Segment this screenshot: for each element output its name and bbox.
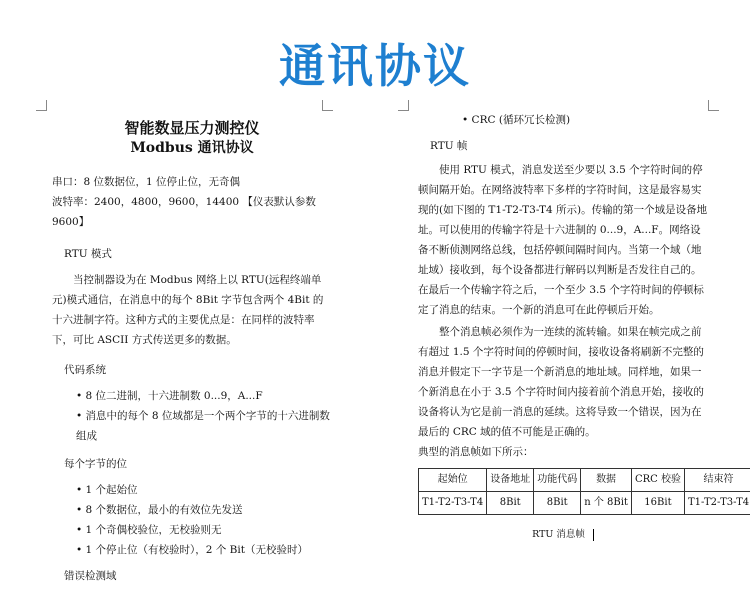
text-cursor bbox=[593, 529, 594, 541]
crc-item: • CRC (循环冗长检测) bbox=[418, 110, 708, 130]
document-subtitle: Modbus 通讯协议 bbox=[52, 138, 332, 158]
byte-item: • 1 个起始位 bbox=[52, 480, 332, 500]
code-system-heading: 代码系统 bbox=[64, 360, 332, 380]
byte-item: • 1 个停止位（有校验时），2 个 Bit（无校验时） bbox=[52, 540, 332, 560]
table-header-cell: 起始位 bbox=[419, 469, 487, 492]
right-page-corner-mark bbox=[398, 100, 409, 111]
code-item: • 消息中的每个 8 位域都是一个两个字节的十六进制数组成 bbox=[52, 406, 332, 446]
rtu-mode-paragraph: 当控制器设为在 Modbus 网络上以 RTU(远程终端单元)模式通信，在消息中的每个 8Bit 字节包含两个 4Bit 的十六进制字符。这种方式的主要优点是：在同样的波特率下，可比 ASCII 方式传送更多的数据。 bbox=[52, 270, 332, 350]
table-caption bbox=[418, 525, 708, 545]
right-page-corner-mark-right bbox=[708, 100, 719, 111]
table-header-cell: 设备地址 bbox=[487, 469, 534, 492]
rtu-mode-heading: RTU 模式 bbox=[64, 244, 332, 264]
byte-bits-heading: 每个字节的位 bbox=[64, 454, 332, 474]
table-cell: n 个 8Bit bbox=[581, 492, 632, 515]
table-caption-text: RTU 消息帧 bbox=[532, 529, 585, 540]
rtu-frame-paragraph: 使用 RTU 模式，消息发送至少要以 3.5 个字符时间的停顿间隔开始。在网络波特率下多样的字符时间，这是最容易实现的(如下图的 T1-T2-T3-T4 所示)。传输的第一个域是设备地址。可以使用的传输字符是十六进制的 0...9，A...F。网络设备不断侦测网络总线，包括停顿间隔时间内。当第一个域（地址域）接收到，每个设备都进行解码以判断是否发往自己的。在最后一个传输字符之后，一个至少 3.5 个字符时间的停顿标定了消息的结束。一个新的消息可在此停顿后开始。 bbox=[418, 160, 708, 320]
table-cell: 8Bit bbox=[487, 492, 534, 515]
right-document-page bbox=[418, 110, 708, 545]
serial-settings: 串口：8 位数据位，1 位停止位，无奇偶 bbox=[52, 172, 332, 192]
table-header-cell: 结束符 bbox=[684, 469, 750, 492]
table-header-row bbox=[419, 469, 750, 492]
byte-item: • 8 个数据位，最小的有效位先发送 bbox=[52, 500, 332, 520]
table-cell: 16Bit bbox=[631, 492, 684, 515]
byte-item: • 1 个奇偶校验位，无校验则无 bbox=[52, 520, 332, 540]
frame-continuity-paragraph: 整个消息帧必须作为一连续的流转输。如果在帧完成之前有超过 1.5 个字符时间的停顿时间，接收设备将刷新不完整的消息并假定下一字节是一个新消息的地址域。同样地，如果一个新消息在小于 3.5 个字符时间内接着前个消息开始，接收的设备将认为它是前一消息的延续。这将导致一个错误，因为在最后的 CRC 域的值不可能是正确的。 bbox=[418, 322, 708, 442]
table-header-cell: 功能代码 bbox=[534, 469, 581, 492]
left-document-page bbox=[52, 110, 332, 590]
baud-rate-settings: 波特率：2400，4800，9600，14400 【仪表默认参数 9600】 bbox=[52, 192, 332, 232]
code-item: • 8 位二进制，十六进制数 0...9，A...F bbox=[52, 386, 332, 406]
rtu-frame-table bbox=[418, 468, 750, 515]
rtu-frame-heading: RTU 帧 bbox=[430, 136, 708, 156]
table-cell: T1-T2-T3-T4 bbox=[684, 492, 750, 515]
table-cell: T1-T2-T3-T4 bbox=[419, 492, 487, 515]
page-banner-title: 通讯协议 bbox=[0, 30, 750, 96]
typical-frame-text: 典型的消息帧如下所示： bbox=[418, 442, 708, 462]
left-page-corner-mark bbox=[36, 100, 47, 111]
table-cell: 8Bit bbox=[534, 492, 581, 515]
error-detection-heading: 错误检测域 bbox=[64, 566, 332, 586]
table-header-cell: 数据 bbox=[581, 469, 632, 492]
table-header-cell: CRC 校验 bbox=[631, 469, 684, 492]
table-row bbox=[419, 492, 750, 515]
document-title: 智能数显压力测控仪 bbox=[52, 118, 332, 138]
